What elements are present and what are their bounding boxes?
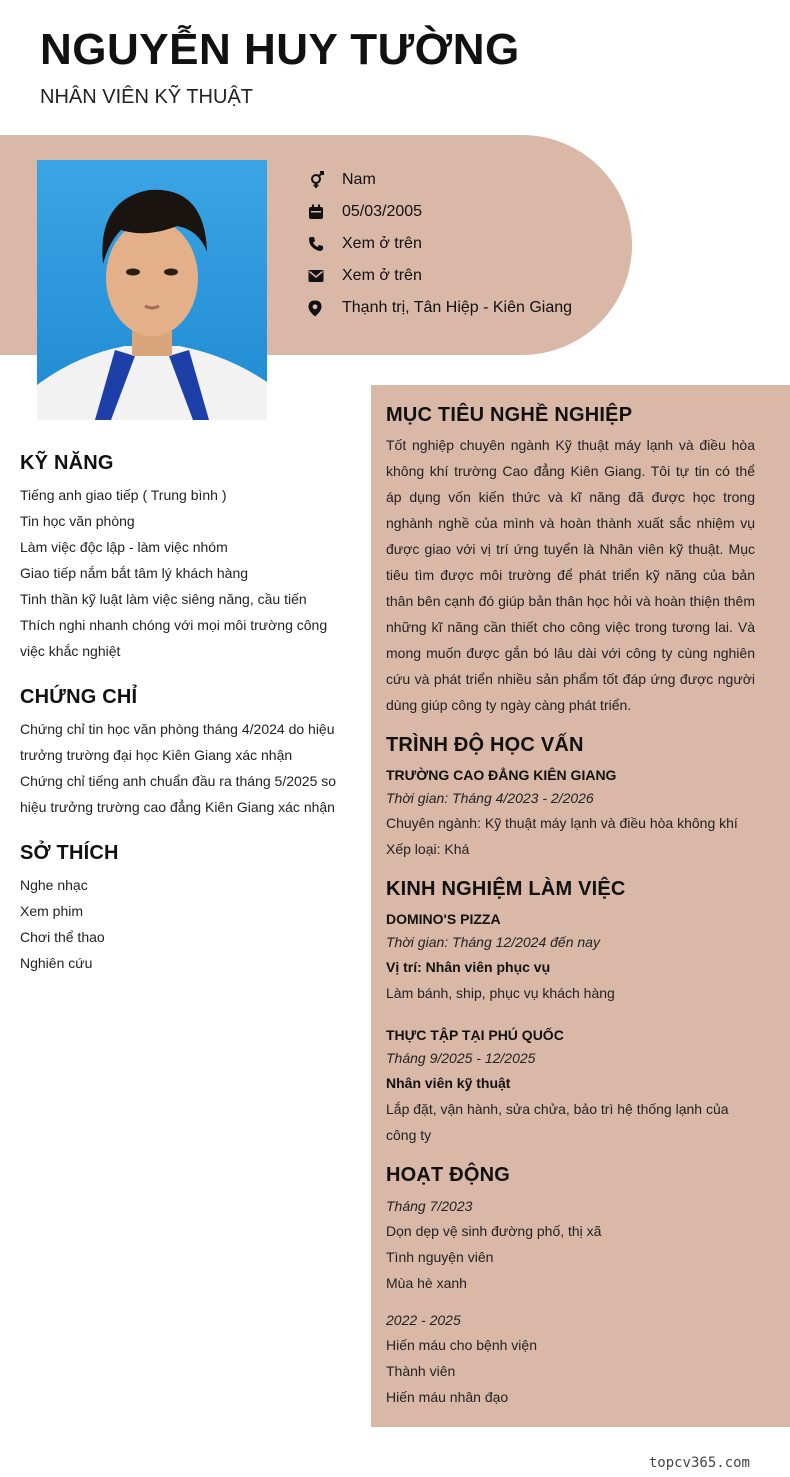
certificate-item: Chứng chỉ tin học văn phòng tháng 4/2024 do hiệu trưởng trường đại học Kiên Giang xác nhận [20, 721, 335, 763]
skills-heading: KỸ NĂNG [20, 452, 114, 474]
activities-heading: HOẠT ĐỘNG [386, 1164, 511, 1186]
address-value: Thạnh trị, Tân Hiệp - Kiên Giang [342, 299, 573, 316]
hobby-item: Nghiên cứu [20, 955, 93, 971]
skill-item: Thích nghi nhanh chóng với mọi môi trường công việc khắc nghiệt [20, 617, 328, 659]
objective-text: Tốt nghiệp chuyên ngành Kỹ thuật máy lạnh và điều hòa không khí trường Cao đẳng Kiên Giang. Tôi tự tin có thể áp dụng vốn kiến thức và kĩ năng đã được học trong nghành nghề của mình và hoàn thành xuất sắc nhiệm vụ được giao với vị trí ứng tuyển là Nhân viên kỹ thuật. Mục tiêu tìm được môi trường để phát triển kỹ năng của bản thân bên cạnh đó giúp bản thân học hỏi và hoàn thiện thêm những kĩ năng cần thiết cho công việc trong tương lai. Và mong muốn được gắn bó lâu dài với công ty cùng nghiên cứu và phát triển nhiều sản phẩm tốt đáp ứng được người dùng giúp công ty ngày càng phát triển. [386, 437, 755, 713]
contact-gender [308, 164, 572, 196]
job-time: Tháng 9/2025 - 12/2025 [386, 1050, 536, 1066]
education-time: Thời gian: Tháng 4/2023 - 2/2026 [386, 790, 594, 806]
skill-item: Tinh thần kỹ luật làm việc siêng năng, cầu tiến [20, 591, 307, 607]
phone-icon [308, 236, 342, 252]
school-name: TRƯỜNG CAO ĐẲNG KIÊN GIANG [386, 767, 617, 783]
skill-item: Giao tiếp nắm bắt tâm lý khách hàng [20, 565, 249, 581]
education-major: Chuyên ngành: Kỹ thuật máy lạnh và điều hòa không khí [386, 815, 738, 831]
hobby-item: Xem phim [20, 903, 84, 919]
activity-role: Tình nguyện viên [386, 1249, 494, 1265]
job-title: NHÂN VIÊN KỸ THUẬT [40, 86, 253, 108]
email-icon [308, 269, 342, 283]
hobbies-heading: SỞ THÍCH [20, 842, 119, 864]
candidate-name: NGUYỄN HUY TƯỜNG [40, 25, 520, 74]
gender-value: Nam [342, 171, 376, 188]
gender-icon [308, 171, 342, 189]
skill-item: Làm việc độc lập - làm việc nhóm [20, 539, 228, 555]
job-company: THỰC TẬP TẠI PHÚ QUỐC [386, 1027, 564, 1043]
right-column [386, 402, 755, 1410]
job-description: Làm bánh, ship, phục vụ khách hàng [386, 985, 615, 1001]
location-icon [308, 300, 342, 317]
birthday-value: 05/03/2005 [342, 203, 423, 220]
education-grade: Xếp loại: Khá [386, 841, 470, 857]
contact-email[interactable] [308, 260, 572, 292]
contact-birthday [308, 196, 572, 228]
job-position: Vị trí: Nhân viên phục vụ [386, 959, 551, 975]
activity-time: Tháng 7/2023 [386, 1198, 473, 1214]
job-description: Lắp đặt, vận hành, sửa chửa, bảo trì hệ thống lạnh của công ty [386, 1101, 729, 1143]
phone-value: Xem ở trên [342, 235, 422, 252]
hobby-item: Nghe nhạc [20, 877, 88, 893]
objective-heading: MỤC TIÊU NGHỀ NGHIỆP [386, 404, 633, 426]
activity-name: Dọn dẹp vệ sinh đường phố, thị xã [386, 1223, 602, 1239]
calendar-icon [308, 204, 342, 220]
contact-list [308, 164, 572, 324]
activity-org: Hiến máu nhân đạo [386, 1389, 509, 1405]
activity-role: Thành viên [386, 1363, 456, 1379]
skill-item: Tin học văn phòng [20, 513, 135, 529]
hobby-item: Chơi thể thao [20, 929, 105, 945]
certificate-item: Chứng chỉ tiếng anh chuẩn đầu ra tháng 5/2025 so hiệu trưởng trường cao đẳng Kiên Giang xác nhận [20, 773, 337, 815]
watermark: topcv365.com [648, 1455, 750, 1471]
activity-name: Hiến máu cho bệnh viện [386, 1337, 537, 1353]
job-position: Nhân viên kỹ thuật [386, 1075, 511, 1091]
email-value: Xem ở trên [342, 267, 422, 284]
left-column [20, 450, 350, 976]
education-heading: TRÌNH ĐỘ HỌC VẤN [386, 734, 584, 756]
job-company: DOMINO'S PIZZA [386, 911, 501, 927]
contact-phone[interactable] [308, 228, 572, 260]
experience-heading: KINH NGHIỆM LÀM VIỆC [386, 878, 626, 900]
profile-photo [37, 160, 267, 420]
contact-address [308, 292, 572, 324]
job-time: Thời gian: Tháng 12/2024 đến nay [386, 934, 600, 950]
activity-org: Mùa hè xanh [386, 1275, 467, 1291]
certificates-heading: CHỨNG CHỈ [20, 686, 138, 708]
activity-time: 2022 - 2025 [386, 1312, 461, 1328]
skill-item: Tiếng anh giao tiếp ( Trung bình ) [20, 487, 227, 503]
